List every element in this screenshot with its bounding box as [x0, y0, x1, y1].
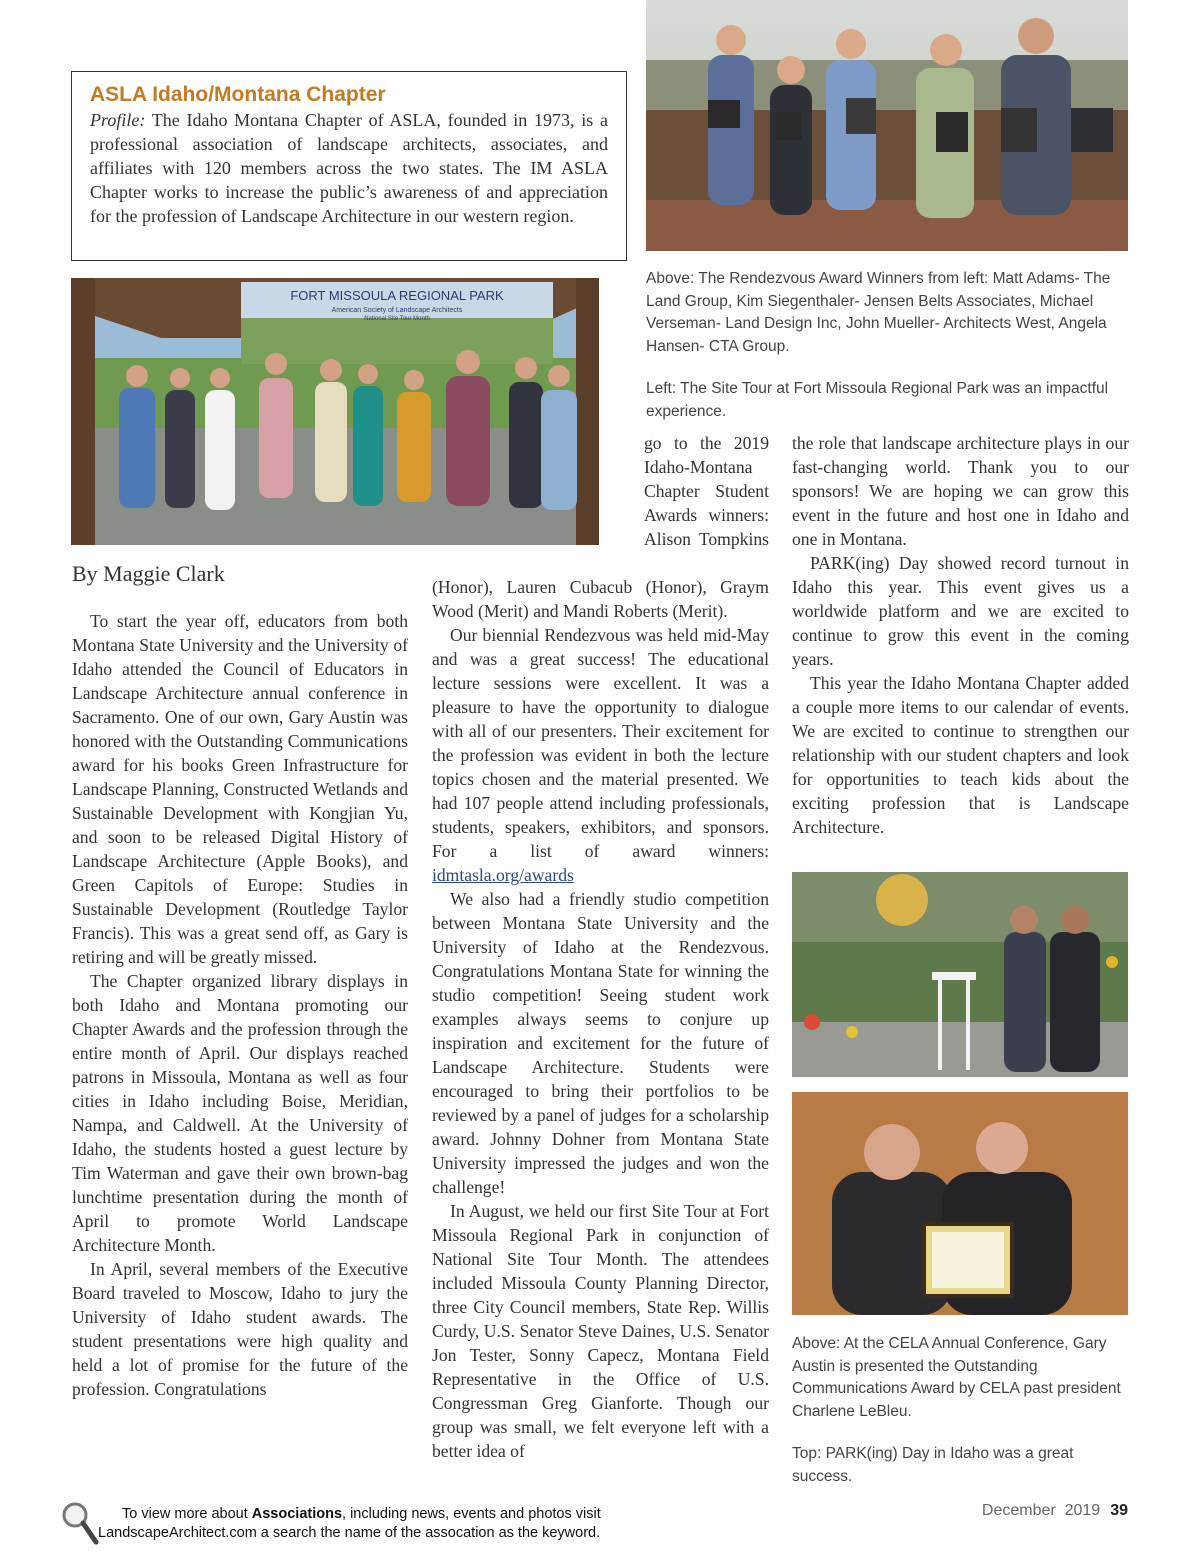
page-number: 39 [1110, 1502, 1128, 1519]
profile-body: The Idaho Montana Chapter of ASLA, founded in 1973, is a professional association of landscape architects, associates, and affiliates with 120 members across the two states. The IM ASLA Chapter works to increase the public’s awareness of and appreciation for the profession of Landscape Architecture in our western region. [90, 110, 608, 226]
banner-title: FORT MISSOULA REGIONAL PARK [290, 288, 504, 303]
caption-winners: Above: The Rendezvous Award Winners from left: Matt Adams- The Land Group, Kim Siegenthaler- Jensen Belts Associates, Michael Verseman- Land Design Inc, John Mueller- Architects West, Angela Hansen- CTA Group. [646, 270, 1111, 355]
col3-paragraph-3: This year the Idaho Montana Chapter added a couple more items to our calendar of events. We are excited to continue to strengthen our relationship with our student chapters and look for opportunities to teach kids about the exciting profession that is Landscape Architecture. [792, 673, 1129, 837]
profile-text [90, 108, 608, 228]
site-tour-image [71, 278, 599, 545]
col2-paragraph-2 [432, 623, 769, 887]
profile-label: Profile: [90, 110, 146, 130]
award-winners-link[interactable]: idmtasla.org/awards [432, 865, 574, 885]
footer-line-1-pre: To view more about [122, 1506, 252, 1522]
profile-box [71, 71, 627, 261]
caption-cela: Above: At the CELA Annual Conference, Gary Austin is presented the Outstanding Communications Award by CELA past president Charlene LeBleu. [792, 1335, 1121, 1420]
column-1 [72, 609, 408, 1401]
caption-block-top [646, 268, 1132, 423]
col2-paragraph-3: We also had a friendly studio competition between Montana State University and the University of Idaho at the Rendezvous. Congratulations Montana State for winning the studio competition! Seeing student work examples always seems to conjure up inspiration and excitement for the future of Landscape Architecture. Students were encouraged to bring their portfolios to be reviewed by a panel of judges for a scholarship award. Johnny Dohner from Montana State University impressed the judges and won the challenge! [432, 889, 769, 1197]
col3-paragraph-1: the role that landscape architecture plays in our fast-changing world. Thank you to our sponsors! We are hoping we can grow this event in the future and host one in Idaho and one in Montana. [792, 433, 1129, 549]
footer-line-1-post: , including news, events and photos visit [342, 1506, 601, 1522]
caption-site-tour: Left: The Site Tour at Fort Missoula Regional Park was an impactful experience. [646, 380, 1109, 420]
site-tour-photo [71, 278, 599, 545]
footer-line-1-bold: Associations [251, 1506, 343, 1522]
parking-day-image [792, 872, 1128, 1077]
parking-day-photo [792, 872, 1128, 1077]
col3-paragraph-2: PARK(ing) Day showed record turnout in Idaho this year. This event gives us a worldwide platform and we are excited to continue to grow this event in the coming years. [792, 553, 1129, 669]
col1-paragraph-2: The Chapter organized library displays in both Idaho and Montana promoting our Chapter Awards and the profession through the entire month of April. Our displays reached patrons in Missoula, Montana as well as four cities in Idaho including Boise, Meridian, Nampa, and Caldwell. At the University of Idaho, the students hosted a guest lecture by Tim Waterman and gave their own brown-bag lunchtime presentation during the month of April to promote World Landscape Architecture Month. [72, 971, 408, 1255]
cela-award-image [792, 1092, 1128, 1315]
caption-block-bottom [792, 1333, 1132, 1488]
caption-parking: Top: PARK(ing) Day in Idaho was a great success. [792, 1445, 1074, 1485]
magnifier-icon [60, 1500, 100, 1546]
banner-subtitle-2: National Site Tour Month [364, 316, 430, 322]
profile-title: ASLA Idaho/Montana Chapter [90, 83, 386, 106]
col2-top-text: go to the 2019 Idaho-Montana Chapter Student Awards winners: Alison Tompkins [644, 433, 769, 549]
column-3 [792, 431, 1129, 839]
col1-paragraph-3: In April, several members of the Executive Board traveled to Moscow, Idaho to jury the University of Idaho student awards. The student presentations were high quality and held a lot of promise for the future of the profession. Congratulations [72, 1259, 408, 1399]
footer-line-2: LandscapeArchitect.com a search the name of the assocation as the keyword. [98, 1525, 601, 1541]
col2-continued: (Honor), Lauren Cubacub (Honor), Graym Wood (Merit) and Mandi Roberts (Merit). [432, 577, 769, 621]
page-folio [982, 1502, 1128, 1520]
banner-subtitle: American Society of Landscape Architects [331, 307, 463, 314]
folio-month: December 2019 [981, 1502, 1101, 1519]
award-winners-photo [646, 0, 1128, 251]
byline: By Maggie Clark [72, 561, 225, 586]
column-2-top [644, 431, 769, 551]
col2-paragraph-2-text: Our biennial Rendezvous was held mid-May and was a great success! The educational lecture sessions were excellent. It was a pleasure to have the opportunity to dialogue with all of our presenters. Their excitement for the profession was evident in both the lecture topics chosen and the material presented. We had 107 people attend including professionals, students, speakers, exhibitors, and sponsors. For a list of award winners: [432, 625, 769, 861]
footer-promo [98, 1505, 601, 1543]
cela-award-photo [792, 1092, 1128, 1315]
col1-paragraph-1: To start the year off, educators from both Montana State University and the University of Idaho attended the Council of Educators in Landscape Architecture annual conference in Sacramento. One of our own, Gary Austin was honored with the Outstanding Communications award for his books Green Infrastructure for Landscape Planning, Constructed Wetlands and Sustainable Development with Kongjian Yu, and soon to be released Digital History of Landscape Architecture (Apple Books), and Green Capitols of Europe: Studies in Sustainable Development (Routledge Taylor Francis). This was a great send off, as Gary is retiring and will be greatly missed. [72, 611, 408, 967]
col2-paragraph-4: In August, we held our first Site Tour at Fort Missoula Regional Park in conjunction of National Site Tour Month. The attendees included Missoula County Planning Director, three City Council members, State Rep. Willis Curdy, U.S. Senator Steve Daines, U.S. Senator Jon Tester, Sonny Capecz, Montana Field Representative in the Office of U.S. Congressman Greg Gianforte. Though our group was small, we felt everyone left with a better idea of [432, 1201, 769, 1461]
award-winners-image [646, 0, 1128, 251]
column-2 [432, 575, 769, 1463]
footer-line-1 [98, 1505, 601, 1524]
